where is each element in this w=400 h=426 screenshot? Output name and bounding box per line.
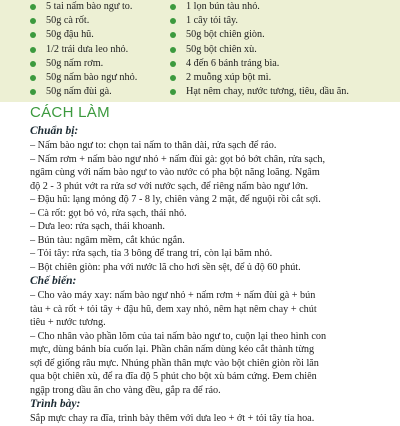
prep-line: – Bột chiên giòn: pha với nước lã cho hơi sền sệt, để ủ độ 60 phút. (30, 261, 301, 273)
prep-line: – Cà rốt: gọt bỏ vỏ, rửa sạch, thái nhỏ. (30, 207, 187, 219)
cook-heading: Chế biến: (30, 275, 77, 287)
prep-line: – Nấm bào ngư to: chọn tai nấm to thân dài, rửa sạch để ráo. (30, 140, 277, 151)
ingredient-item: 50g nấm đùi gà. (30, 85, 137, 99)
bullet-icon (30, 4, 36, 10)
section-title: CÁCH LÀM (30, 104, 110, 121)
cook-line: tiêu + nước tương. (30, 317, 106, 328)
bullet-icon (170, 89, 176, 95)
bullet-icon (30, 32, 36, 38)
ingredient-item: 50g bột chiên xù. (170, 43, 349, 57)
prep-line: – Dưa leo: rửa sạch, thái khoanh. (30, 221, 165, 232)
bullet-icon (170, 75, 176, 81)
prep-line: – Bún tàu: ngâm mềm, cắt khúc ngắn. (30, 234, 185, 246)
prep-line: – Tỏi tây: rửa sạch, tỉa 3 bông để trang trí, còn lại băm nhỏ. (30, 248, 273, 259)
serve-heading: Trình bày: (30, 398, 81, 410)
cook-line: mực, dùng bánh bía cuốn lại. Phần chân nấm dùng kéo cắt thành từng (30, 344, 315, 355)
cook-line: qua bột chiên xù, để ra đĩa độ 5 phút cho bột xù bám cứng. Đem chiên (30, 371, 317, 382)
ingredient-item: 50g nấm rơm. (30, 57, 137, 71)
bullet-icon (170, 61, 176, 67)
ingredient-item: 50g bột chiên giòn. (170, 28, 349, 42)
cook-line: – Cho nhân vào phần lõm của tai nấm bào ngư to, cuộn lại theo hình con (30, 330, 327, 342)
ingredient-item: 1 cây tỏi tây. (170, 14, 349, 28)
bullet-icon (30, 47, 36, 53)
method-content (30, 124, 365, 426)
bullet-icon (170, 18, 176, 24)
prep-heading: Chuẩn bị: (30, 125, 79, 137)
prep-line: – Nấm rơm + nấm bào ngư nhỏ + nấm đùi gà: gọt bỏ bớt chân, rửa sạch, (30, 153, 326, 165)
prep-line: – Đậu hũ: lạng mỏng độ 7 - 8 ly, chiên vàng 2 mặt, để nguội rồi cắt sợi. (30, 194, 321, 205)
cook-line: tàu + cà rốt + tỏi tây + đậu hũ, đem xay nhỏ, nêm hạt nêm chay + chút (30, 303, 317, 315)
bullet-icon (170, 4, 176, 10)
bullet-icon (30, 61, 36, 67)
ingredient-item: 50g nấm bào ngư nhỏ. (30, 71, 137, 85)
ingredient-item: 5 tai nấm bào ngư to. (30, 0, 137, 14)
bullet-icon (170, 47, 176, 53)
ingredient-item: 50g cà rốt. (30, 14, 137, 28)
ingredient-item: 4 đến 6 bánh tráng bìa. (170, 57, 349, 71)
cook-line: sợi để giống râu mực. Nhúng phần thân mực vào bột chiên giòn rồi lăn (30, 357, 319, 369)
bullet-icon (30, 18, 36, 24)
prep-line: độ 2 - 3 phút vớt ra rửa sơ với nước sạch, để riêng nấm bào ngư lớn. (30, 180, 309, 192)
serve-line: Sắp mực chay ra đĩa, trình bày thêm với dưa leo + ớt + tỏi tây tỉa hoa. (30, 413, 315, 424)
bullet-icon (30, 89, 36, 95)
ingredients-panel (0, 0, 400, 102)
ingredients-left-column (30, 0, 137, 99)
prep-line: ngâm cùng với nấm bào ngư to vào nước có pha bột năng loãng. Ngâm (30, 167, 320, 178)
ingredient-item: 1/2 trái dưa leo nhỏ. (30, 43, 137, 57)
ingredient-item: Hạt nêm chay, nước tương, tiêu, dầu ăn. (170, 85, 349, 99)
ingredients-right-column (170, 0, 349, 99)
cook-line: – Cho vào máy xay: nấm bào ngư nhỏ + nấm rơm + nấm đùi gà + bún (30, 290, 316, 301)
ingredient-item: 1 lọn bún tàu nhỏ. (170, 0, 349, 14)
ingredient-item: 2 muỗng xúp bột mì. (170, 71, 349, 85)
cook-line: ngập trong dầu ăn cho vàng đều, gắp ra để ráo. (30, 384, 221, 396)
ingredient-item: 50g đậu hũ. (30, 28, 137, 42)
bullet-icon (170, 32, 176, 38)
bullet-icon (30, 75, 36, 81)
